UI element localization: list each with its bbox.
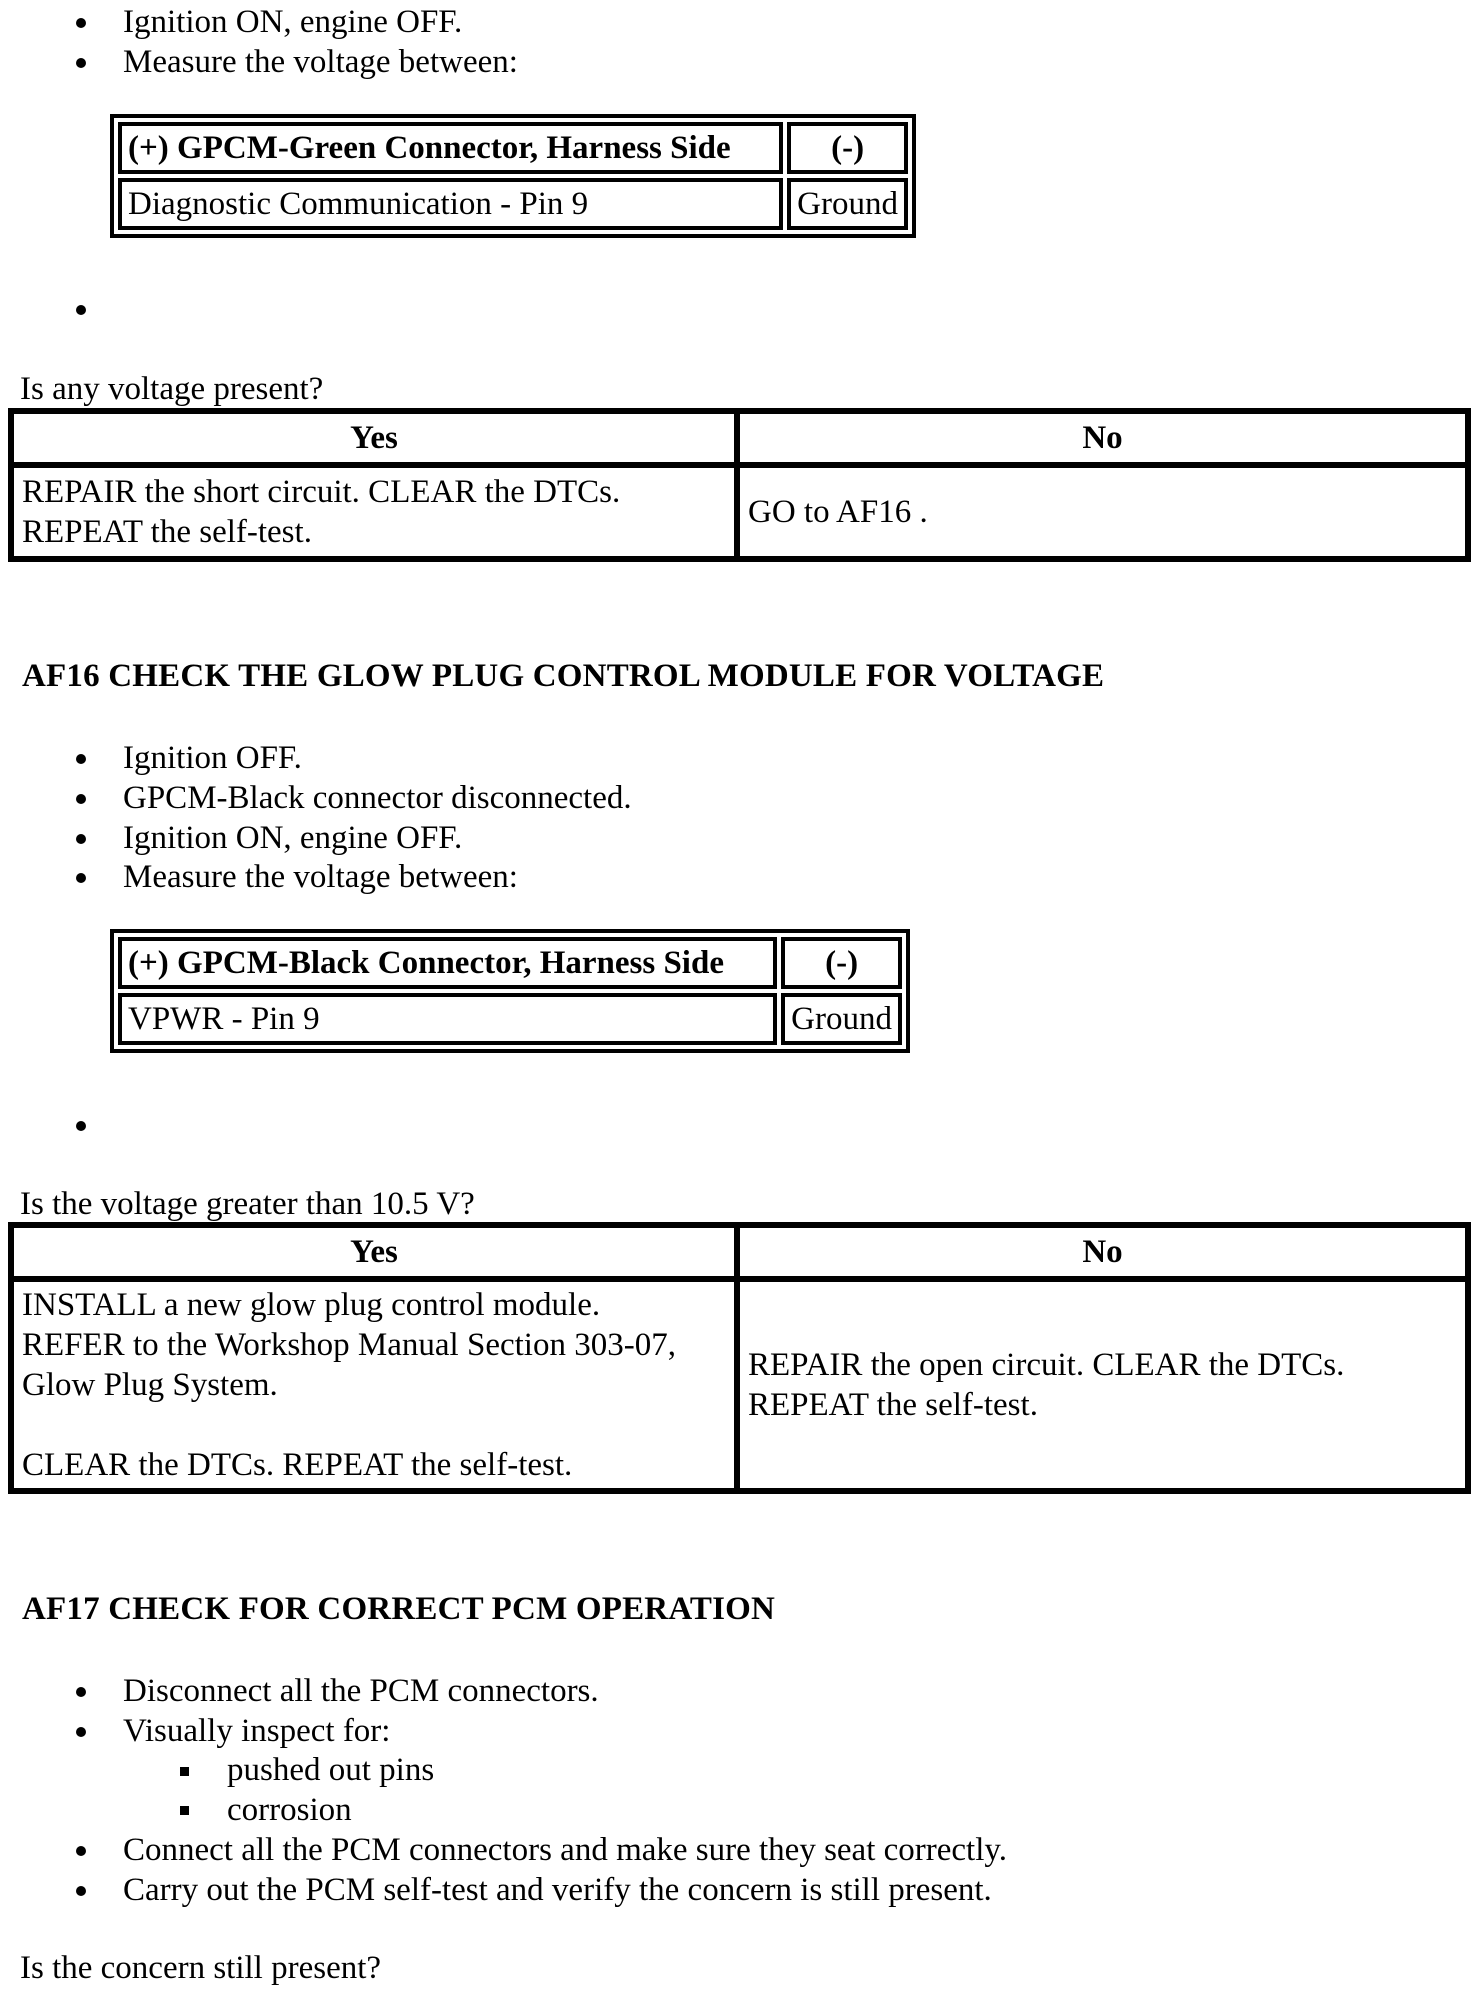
square-bullet [180, 1806, 189, 1815]
bullet-dot [76, 794, 86, 804]
step-text: GPCM-Black connector disconnected. [123, 780, 632, 816]
no-action: GO to AF16 . [737, 465, 1468, 559]
yes-action [11, 1279, 737, 1491]
positive-header: (+) GPCM-Black Connector, Harness Side [118, 937, 777, 989]
no-line: REPAIR the open circuit. CLEAR the DTCs. [748, 1347, 1345, 1383]
answer-table [8, 1222, 1471, 1494]
yes-header: Yes [11, 411, 737, 465]
sub-step-text: pushed out pins [227, 1752, 435, 1788]
positive-pin: VPWR - Pin 9 [118, 993, 777, 1045]
negative-pin: Ground [781, 993, 902, 1045]
bullet-dot [76, 1727, 86, 1737]
sub-step-text: corrosion [227, 1792, 352, 1828]
yes-line: REPEAT the self-test. [22, 514, 312, 550]
connector-table [110, 114, 916, 238]
connector-table [110, 929, 910, 1053]
bullet-dot [76, 18, 86, 28]
section-heading: AF16 CHECK THE GLOW PLUG CONTROL MODULE FOR VOLTAGE [22, 658, 1105, 694]
square-bullet [180, 1767, 189, 1776]
question-text: Is the concern still present? [20, 1950, 382, 1986]
yes-line: INSTALL a new glow plug control module. [22, 1287, 601, 1323]
positive-pin: Diagnostic Communication - Pin 9 [118, 178, 783, 230]
yes-header: Yes [11, 1225, 737, 1279]
negative-header: (-) [787, 122, 908, 174]
section-heading: AF17 CHECK FOR CORRECT PCM OPERATION [22, 1591, 776, 1627]
no-header: No [737, 1225, 1468, 1279]
bullet-dot [76, 1886, 86, 1896]
step-text: Ignition OFF. [123, 740, 302, 776]
step-text: Measure the voltage between: [123, 859, 518, 895]
question-text: Is any voltage present? [20, 371, 324, 407]
step-text: Disconnect all the PCM connectors. [123, 1673, 599, 1709]
negative-pin: Ground [787, 178, 908, 230]
step-text: Ignition ON, engine OFF. [123, 4, 463, 40]
bullet-dot [76, 1846, 86, 1856]
step-text: Visually inspect for: [123, 1713, 391, 1749]
bullet-dot [76, 754, 86, 764]
step-text: Measure the voltage between: [123, 44, 518, 80]
positive-header: (+) GPCM-Green Connector, Harness Side [118, 122, 783, 174]
yes-line: REPAIR the short circuit. CLEAR the DTCs. [22, 474, 621, 510]
step-text: Ignition ON, engine OFF. [123, 820, 463, 856]
bullet-dot [76, 873, 86, 883]
step-text: Connect all the PCM connectors and make sure they seat correctly. [123, 1832, 1007, 1868]
bullet-dot [76, 58, 86, 68]
step-text: Carry out the PCM self-test and verify the concern is still present. [123, 1872, 992, 1908]
bullet-dot [76, 834, 86, 844]
no-line: REPEAT the self-test. [748, 1387, 1038, 1423]
yes-line: Glow Plug System. [22, 1367, 278, 1403]
yes-line: CLEAR the DTCs. REPEAT the self-test. [22, 1447, 573, 1483]
yes-action [11, 465, 737, 559]
bullet-dot [76, 1687, 86, 1697]
question-text: Is the voltage greater than 10.5 V? [20, 1186, 475, 1222]
no-header: No [737, 411, 1468, 465]
answer-table [8, 408, 1471, 562]
no-action [737, 1279, 1468, 1491]
negative-header: (-) [781, 937, 902, 989]
bullet-dot [76, 1121, 86, 1131]
bullet-dot [76, 305, 86, 315]
yes-line: REFER to the Workshop Manual Section 303-07, [22, 1327, 676, 1363]
